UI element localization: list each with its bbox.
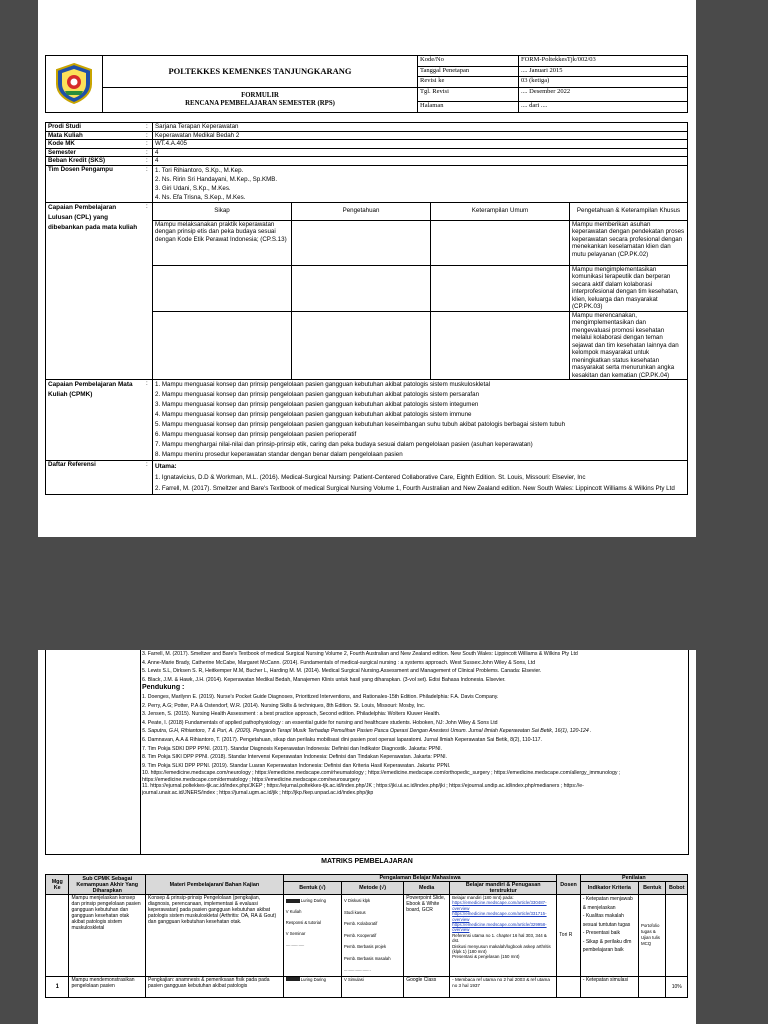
indikator-item: - Presentasi baik [582, 930, 621, 936]
bentuk-option: ................ [285, 942, 305, 947]
cell-materi: Pengkajian: anamnesis & pemeriksaan fisik pada pada pasien gangguan kebutuhan akibat patologis [146, 976, 284, 997]
field-label: Mata Kuliah [46, 131, 145, 140]
bentuk-option: Luring Daring [286, 895, 339, 906]
references-main-p1 [153, 461, 688, 495]
meta-key: Revisi ke [418, 77, 519, 88]
cpl-keterampilan-umum [431, 220, 570, 265]
cell-indikator: - Ketepatan simulasi [580, 976, 638, 997]
colon: : [144, 380, 153, 461]
col-header-mgg: Mgg Ke [46, 875, 69, 895]
mandiri-label: Belajar mandiri (180 mnt) pada: [452, 895, 514, 900]
colon: : [144, 140, 153, 149]
field-label: Prodi Studi [46, 123, 145, 132]
lecturer: 2. Ns. Ririn Sri Handayani, M.Kep., Sp.KMB. [155, 175, 278, 183]
cpl-header-sikap: Sikap [153, 202, 292, 220]
column-border [140, 650, 141, 854]
col-header-pengalaman: Pengalaman Belajar Mahasiswa [283, 875, 557, 882]
metode-option: V Diskusi klpk [343, 898, 371, 903]
cpl-label: Capaian Pembelajaran Lulusan (CPL) yang dibebankan pada mata kuliah [46, 202, 145, 380]
cell-sub-cpmk: Mampu mendemonstrasikan pengelolaan pasien [69, 976, 146, 997]
col-header-penilaian: Penilaian [580, 875, 687, 882]
reference-item: 3. Jensen, S. (2015). Nursing Health Assessment : a best practice approach, Second edition. Philadelphia: Wolters Kluwer Health. [142, 711, 441, 718]
cell-mgg [46, 895, 69, 977]
mandiri-note: Referensi utama no 1. chapter 16 hal 303, 344 & dst. [452, 932, 547, 944]
institution-name: POLTEKKES KEMENKES TANJUNGKARANG [103, 56, 418, 88]
right-border [688, 650, 689, 854]
col-header-sub-cpmk: Sub CPMK Sebagai Kemampuan Akhir Yang Diharapkan [69, 875, 146, 895]
reference-item: 6. Black, J.M. & Hawk, J.H. (2014). Keperawatan Medikal Bedah, Manajemen Klinis untuk hasil yang diharapkan. (3-vol set). Edisi Bahasa Indonesia. Elsevier. [142, 676, 506, 683]
meta-key: Halaman [418, 102, 519, 113]
field-label: Semester [46, 148, 145, 157]
cell-media: Powerpoint Slide, Ebook & White board, GCR [404, 895, 450, 977]
reference-item: 1. Ignatavicius, D.D & Workman, M.L. (2016). Medical-Surgical Nursing: Patient-Centered Collaborative Care, Eighth Edition. St. Louis, Missouri: Elsevier, Inc [155, 474, 586, 481]
metode-option: ....................... [343, 967, 371, 972]
metode-option: Pemb. Berbasis projek [343, 944, 387, 949]
col-header-mandiri: Belajar mandiri & Penugasan terstruktur [450, 882, 557, 895]
colon: : [144, 461, 153, 495]
cpl-sikap [153, 265, 292, 311]
cell-bentuk [283, 895, 341, 977]
col-header-bentuk-nilai: Bentuk [638, 882, 666, 895]
mandiri-note: Diskusi menyusun makalah/logbook askep arthritis (klpk 1) (180 mnt) [452, 943, 551, 955]
indikator-item: sesuai tuntutan tugas [582, 921, 631, 928]
checkbox-filled-icon [286, 899, 300, 903]
cpl-sikap: Mampu melaksanakan praktik keperawatan dengan prinsip etis dan peka budaya sesuai dengan Kode Etik Perawat Indonesia; (CP.S.13) [153, 220, 292, 265]
cpl-khusus: Mampu memberikan asuhan keperawatan dengan pendekatan proses keperawatan secara profesional dengan menekankan keselamatan klien dan mutu pelayanan (CP.PK.02) [570, 220, 688, 265]
cell-indikator [580, 895, 638, 977]
lecturer-list [153, 165, 688, 202]
matrix-title: MATRIKS PEMBELAJARAN [321, 858, 413, 865]
col-header-indikator: Indikator Kriteria [580, 882, 638, 895]
reference-item: 5. Saputra, G.H, Rihiantoro, T & Puri, A. (2020). Pengaruh Terapi Musik Terhadap Pemulihan Pasien Pasca Operasi Dengan Anestesi Umum. Jurnal Ilmiah Keperawatan Sai Betik, 16(1), 120-124 . [142, 728, 592, 735]
field-label: Beban Kredit (SKS) [46, 157, 145, 166]
cpl-khusus: Mampu mengimplementasikan komunikasi terapeutik dan berperan secara aktif dalam kolaborasi interprofesional dengan tim kesehatan, klien, keluarga dan masyarakat (CP.PK.03) [570, 265, 688, 311]
cell-metode [341, 895, 403, 977]
meta-key: Kode/No [418, 56, 519, 67]
reference-item: journal.unair.ac.id/JNERS/index ; https://jurnal.ugm.ac.id/jik ; http://jkp.fkep.unpad.ac.id/index.php/jkp [142, 789, 374, 796]
colon: : [144, 202, 153, 380]
col-header-bobot: Bobot [666, 882, 688, 895]
institution-logo [54, 62, 94, 104]
meta-value: .... dari .... [519, 102, 688, 113]
cpl-pengetahuan [292, 265, 431, 311]
reference-item: 4. Anne-Marie Brady, Catherine McCabe, Margaret McCann. (2014). Fundamentals of medical-surgical nursing : a systems approach. West Sussex:John Wiley & Sons, Ltd [142, 659, 536, 666]
cpl-header-keterampilan-umum: Keterampilan Umum [431, 202, 570, 220]
bottom-border [45, 854, 689, 855]
indikator-item: - Kualitas makalah [582, 913, 624, 919]
metode-option: Studi kasus [343, 909, 366, 915]
meta-value: 03 (ketiga) [519, 77, 688, 88]
metode-option: Pemb. Kolaboratif [343, 921, 378, 926]
lecturer: 3. Giri Udani, S.Kp., M.Kes. [155, 184, 231, 192]
cpmk-item: 8. Mampu meniru prosedur keperawatan standar dengan benar dalam pengelolaan pasien [155, 451, 403, 458]
cell-materi: Konsep & prinsip-prinsip Pengelolaan (pengkajian, diagnosis, perencanaan, implementasi & evaluasi keperawatan) pada pasien gangguan kebutuhan akibat patologis sistem muskuloskletal (Arthritis: OA, RA & Gout) dan gangguan kebutuhan kesehatan otak. [146, 895, 284, 977]
cell-bobot [666, 895, 688, 977]
reference-item: 2. Farrell, M. (2017). Smeltzer and Bare's Textbook of medical Surgical Nursing Volume 1, Fourth Australian and New Zealand edition. New South Wales: Lippincott Williams & Wilkins Pty Ltd [155, 485, 675, 492]
cpmk-item: 1. Mampu menguasai konsep dan prinsip pengelolaan pasien gangguan kebutuhan akibat patologis sistem muskuloskletal [155, 381, 491, 388]
cpl-sikap [153, 311, 292, 380]
header-table [45, 55, 688, 113]
lecturer: 1. Tori Rihiantoro, S.Kp., M.Kep. [155, 166, 244, 174]
meta-key: Tgl. Revisi [418, 88, 519, 102]
form-title: RENCANA PEMBELAJARAN SEMESTER (RPS) [185, 100, 335, 108]
meta-value: .... Januari 2015 [519, 66, 688, 77]
indikator-item: & menjelaskan [582, 904, 616, 911]
cell-mandiri: - Membaca ref utama no 2 hal 2003 & ref utama no 3 hal 1937 [450, 976, 557, 997]
cpl-keterampilan-umum [431, 311, 570, 380]
cpl-khusus: Mampu merencanakan, mengimplementasikan dan mengevaluasi promosi kesehatan melalui kolaborasi dengan teman sejawat dan tim kesehatan lainnya dan kelompok masyarakat untuk meningkatkan status kesehatan masyarakat serta menurunkan angka kesakitan dan kematian (CP.PK.04) [570, 311, 688, 380]
cpmk-item: 5. Mampu menguasai konsep dan prinsip pengelolaan pasien gangguan kebutuhan keseimbangan suhu tubuh akibat patologis berbagai sistem tubuh [155, 421, 566, 428]
cell-mgg: 1 [46, 976, 69, 997]
references-utama-heading: Utama: [155, 463, 177, 470]
cpl-pengetahuan [292, 220, 431, 265]
learning-matrix-table [45, 874, 688, 998]
indikator-item: - Sikap & perilaku dlm pembelajaran baik [582, 938, 632, 953]
left-border [45, 650, 142, 854]
mandiri-note: Presentasi & penjelasan (150 mnt) [452, 954, 520, 960]
course-info-table [45, 122, 688, 495]
cell-dosen: Tori R [557, 895, 580, 977]
document-page-1 [38, 0, 696, 537]
references-continued [142, 650, 688, 796]
cpmk-label: Capaian Pembelajaran Mata Kuliah (CPMK) [46, 380, 145, 461]
cpmk-item: 3. Mampu menguasai konsep dan prinsip pengelolaan pasien gangguan kebutuhan akibat patologis sistem integumen [155, 401, 479, 408]
field-value: Sarjana Terapan Keperawatan [153, 123, 688, 132]
form-title-cell [103, 88, 418, 113]
colon: : [144, 131, 153, 140]
cell-bentuk: Luring Daring [283, 976, 341, 997]
reference-item: 10. https://emedicine.medscape.com/neurology ; https://emedicine.medscape.com/rheumatology ; https://emedicine.medscape.com/orthopedic_surgery ; https://emedicine.medscape.com/allergy_immunology ; [142, 770, 621, 777]
cell-dosen [557, 976, 580, 997]
meta-value: FORM-PoltekkesTjk/002/03 [519, 56, 688, 67]
colon: : [144, 123, 153, 132]
reference-item: 2. Perry, A.G; Potter, P.A & Ostendorf, W.R. (2014). Nursing Skills & techniques, 8th Edition. St. Louis, Missouri: Mosby, Inc. [142, 702, 426, 709]
cell-bobot: 10% [666, 976, 688, 997]
cpl-keterampilan-umum [431, 265, 570, 311]
reference-item: 4. Peate, I. (2018) Fundamentals of applied pathophysiology : an essential guide for nursing and healthcare students. Hoboken, NJ: John Wiley & Sons Ltd [142, 719, 498, 726]
reference-item: 5. Lewis S.L, Dirksen S. R, Heitkemper M.M, Bucher L, Harding M. M. (2014). Medical Surgical Nursing.Assessment and Management of Clinical Problems. Canada: Elsevier. [142, 668, 542, 675]
cpmk-item: 7. Mampu menghargai nilai-nilai dan prinsip-prinsip etik, caring dan peka budaya sesuai dalam pengelolaan pasien (asuhan keperawatan) [155, 441, 533, 448]
field-value: WT.4.A.405 [153, 140, 688, 149]
references-pendukung-heading: Pendukung : [142, 684, 185, 692]
cpl-header-pengetahuan: Pengetahuan [292, 202, 431, 220]
colon: : [144, 148, 153, 157]
meta-value: .... Desember 2022 [519, 88, 688, 102]
reference-item: 11. https://ejurnal.poltekkes-tjk.ac.id/index.php/JKEP ; https://ejurnal.poltekkes-tjk.ac.id/index.php/JK ; https://jki.ui.ac.id/index.php/jki ; https://ejournal.undip.ac.id/index.php/medianers ; https://e- [142, 783, 584, 790]
col-header-dosen: Dosen [557, 875, 580, 895]
reference-item: 7. Tim Pokja SDKI DPP PPNI. (2017). Standar Diagnosis Keperawatan Indonesia: Definisi dan Indikator Diagnostik. Jakarta: PPNI. [142, 745, 443, 752]
reference-item: 3. Farrell, M. (2017). Smeltzer and Bare's Textbook of medical Surgical Nursing Volume 2, Fourth Australian and New Zealand edition. New South Wales: Lippincott Williams & Wilkins Pty Ltd [142, 651, 578, 657]
cell-bentuk-nilai: Portofolio tugas & Ujian tulis MCQ [638, 895, 666, 977]
logo-cell [46, 56, 103, 113]
colon: : [144, 165, 153, 202]
document-page-2 [38, 650, 696, 1024]
meta-key: Tanggal Penetapan [418, 66, 519, 77]
reference-item: 8. Tim Pokja SIKI DPP PPNI. (2018). Standar Intervensi Keperawatan Indonesia: Definisi dan Tindakan Keperawatan. Jakarta: PPNI. [142, 754, 447, 761]
cpmk-list [153, 380, 688, 461]
cpl-header-khusus: Pengetahuan & Keterampilan Khusus [570, 202, 688, 220]
col-header-bentuk: Bentuk (√) [283, 882, 341, 895]
references-label: Daftar Referensi [46, 461, 145, 495]
cpmk-item: 4. Mampu menguasai konsep dan prinsip pengelolaan pasien gangguan kebutuhan akibat patologis sistem immune [155, 411, 472, 418]
cell-mandiri [450, 895, 557, 977]
cell-media: Google Class [404, 976, 450, 997]
field-label: Kode MK [46, 140, 145, 149]
cpmk-item: 2. Mampu menguasai konsep dan prinsip pengelolaan pasien gangguan kebutuhan akibat patologis sistem persarafan [155, 391, 480, 398]
field-value: 4 [153, 157, 688, 166]
bentuk-option: V Kuliah [285, 909, 302, 914]
field-value: 4 [153, 148, 688, 157]
cpl-pengetahuan [292, 311, 431, 380]
cell-sub-cpmk: Mampu menjelaskan konsep dan prinsip pengelolaan pasien gangguan kebutuhan dan gangguan kesehatan otak akibat patologis sistem muskuloskletal [69, 895, 146, 977]
col-header-metode: Metode (√) [341, 882, 403, 895]
reference-item: 1. Doenges, Marilynn E. (2019). Nurse's Pocket Guide Diagnoses, Prioritized Interventions, and Rationales-15th Edition. Philadelphia: F.A. Davis Company. [142, 693, 499, 700]
bentuk-option: V Seminar [285, 931, 306, 936]
form-label: FORMULIR [241, 92, 279, 100]
reference-link[interactable]: https://emedicine.medscape.com/article/330487-overview [452, 900, 547, 911]
lecturer: 4. Ns. Efa Trisna, S.Kep., M.Kes. [155, 193, 246, 201]
bentuk-option: Responsi & tutorial [285, 920, 321, 925]
cell-metode: V Simulasi [341, 976, 403, 997]
reference-link[interactable]: https://emedicine.medscape.com/article/329958-overview [452, 922, 547, 933]
col-header-media: Media [404, 882, 450, 895]
reference-link[interactable]: https://emedicine.medscape.com/article/331715-overview [452, 911, 547, 922]
colon: : [144, 157, 153, 166]
cell-bentuk-nilai [638, 976, 666, 997]
reference-item: 9. Tim Pokja SLKI DPP PPNI. (2019). Standar Luaran Keperawatan Indonesia: Definisi dan Kriteria Hasil Keperawatan. Jakarta: PPNI. [142, 762, 451, 769]
reference-item: 6. Damnavan, A.A & Rihiantoro, T. (2017). Pengetahuan, sikap dan perilaku mobilisasi dini pasien post operasi laparatomi. Jurnal Ilmiah Keperawatan Sai Betik, 8(2), 110-117. [142, 736, 542, 743]
metode-option: Pemb. Kooperatif [343, 932, 377, 938]
metode-option: Pemb. Berbasis masalah [343, 955, 391, 961]
indikator-item: - Ketepatan menjawab [582, 896, 633, 902]
field-value: Keperawatan Medikal Bedah 2 [153, 131, 688, 140]
reference-item: https://emedicine.medscape.com/dermatology ; https://emedicine.medscape.com/neurosurgery [142, 776, 360, 783]
checkbox-filled-icon [286, 977, 300, 981]
col-header-materi: Materi Pembelajaran/ Bahan Kajian [146, 875, 284, 895]
cpmk-item: 6. Mampu menguasai konsep dan prinsip pengelolaan pasien perioperatif [155, 431, 357, 438]
field-label: Tim Dosen Pengampu [46, 165, 145, 202]
